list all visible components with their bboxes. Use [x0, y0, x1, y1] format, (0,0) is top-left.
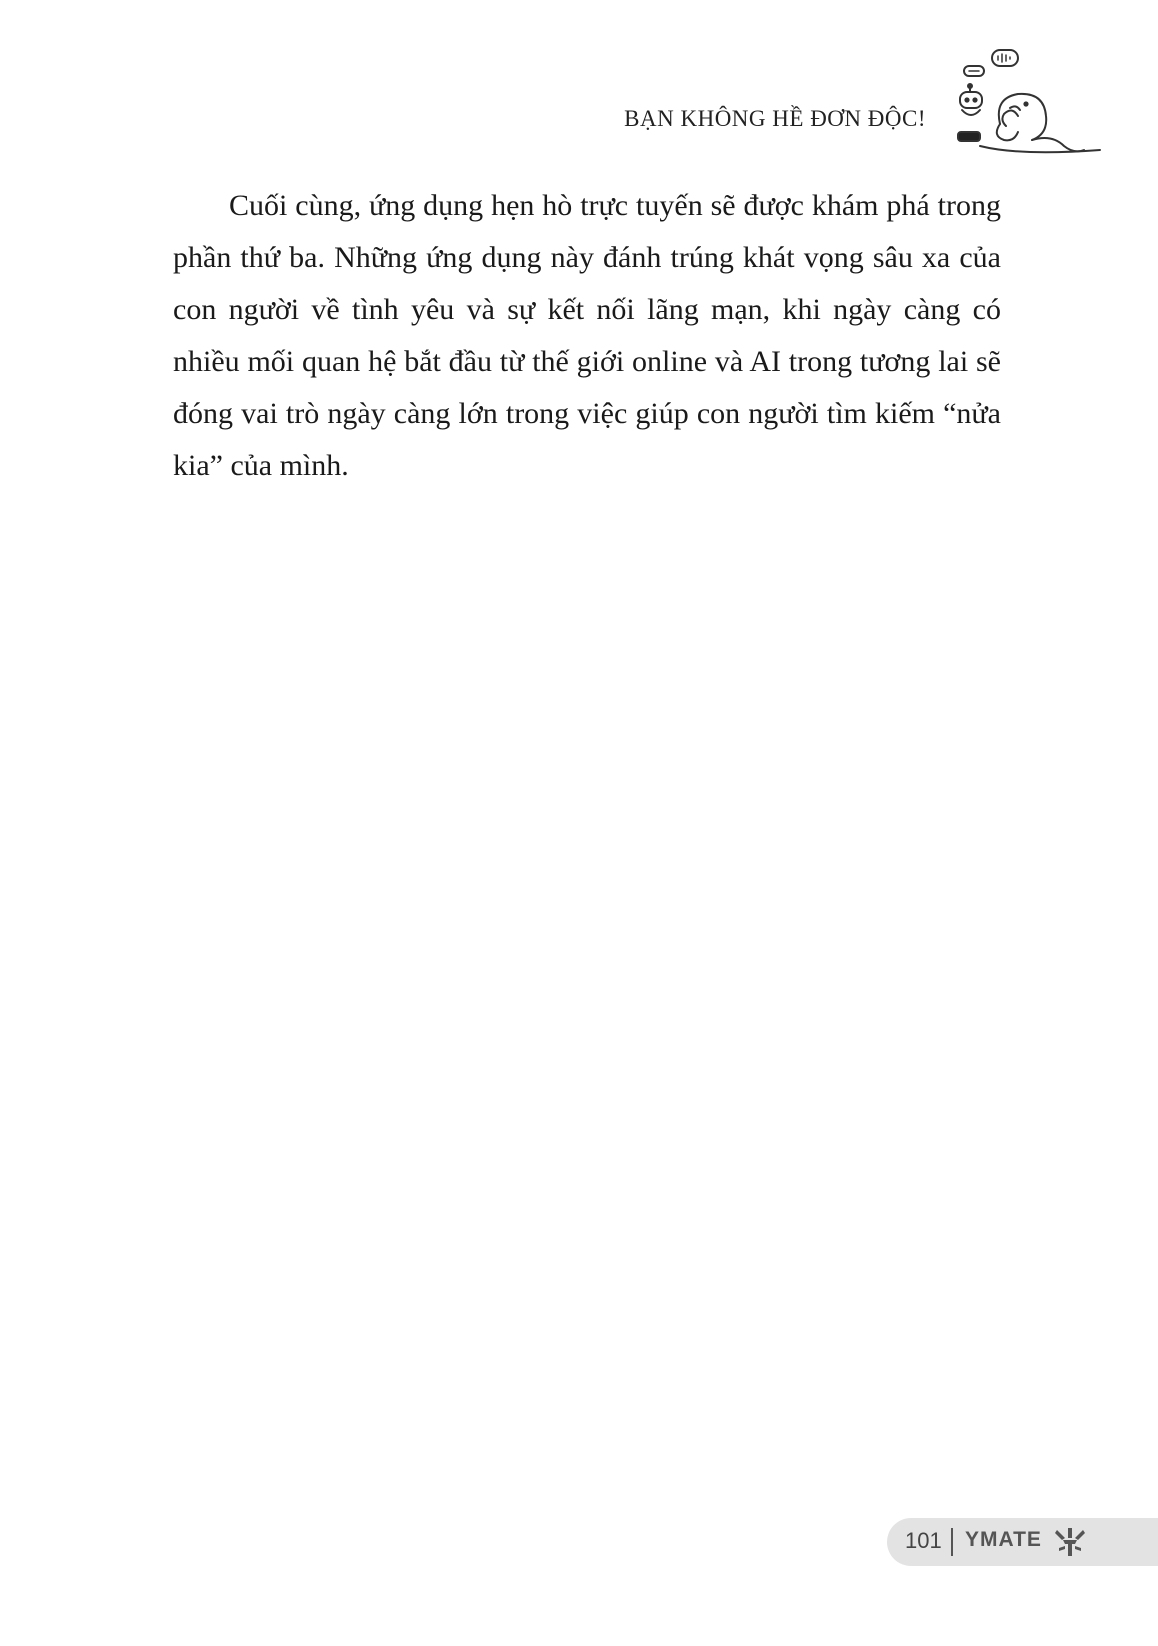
- robot-and-person-chat-icon: [940, 46, 1105, 166]
- footer-divider: [951, 1528, 953, 1556]
- page-number: 101: [905, 1528, 942, 1553]
- brand-name: YMATE: [965, 1528, 1042, 1551]
- body-paragraph: Cuối cùng, ứng dụng hẹn hò trực tuyến sẽ được khám phá trong phần thứ ba. Những ứng dụng này đánh trúng khát vọng sâu xa của con người về tình yêu và sự kết nối lãng mạn, khi ngày càng có nhiều mối quan hệ bắt đầu từ thế giới online và AI trong tương lai sẽ đóng vai trò ngày càng lớn trong việc giúp con người tìm kiếm “nửa kia” của mình.: [173, 189, 1001, 482]
- page-footer: [887, 1518, 1158, 1566]
- ymate-logo-icon: [1053, 1526, 1087, 1558]
- running-header: BẠN KHÔNG HỀ ĐƠN ĐỘC!: [624, 106, 926, 131]
